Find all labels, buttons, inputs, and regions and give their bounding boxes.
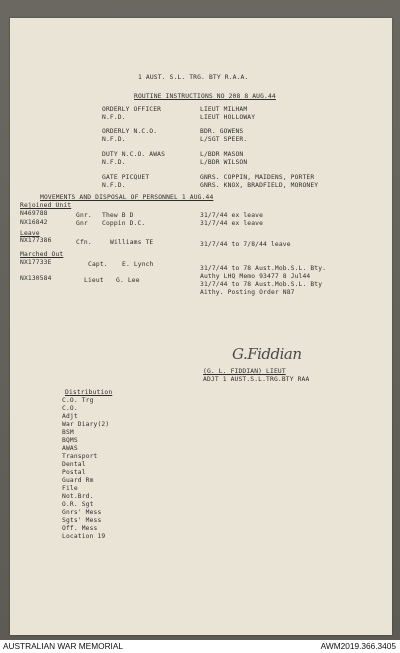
handwritten-signature: G.Fiddian <box>232 345 302 363</box>
marched-out-label: Marched Out <box>20 251 64 258</box>
duty-name: GNRS. COPPIN, MAIDENS, PORTER <box>200 174 315 181</box>
personnel-detail: 31/7/44 ex leave <box>200 220 264 227</box>
personnel-name: G. Lee <box>116 277 140 284</box>
personnel-number: NX17733E <box>20 259 52 266</box>
duty-next: LIEUT HOLLOWAY <box>200 114 256 121</box>
footer-accession-number: AWM2019.366.3405 <box>320 641 396 651</box>
distribution-item: File <box>62 485 78 492</box>
personnel-detail: 31/7/44 to 78 Aust.Mob.S.L. Bty. <box>200 265 327 272</box>
personnel-rank: Cfn. <box>76 239 92 246</box>
distribution-item: Dental <box>62 461 86 468</box>
rejoined-label: Rejoined Unit <box>20 202 72 209</box>
duty-nfd: N.F.D. <box>102 114 126 121</box>
distribution-item: C.O. <box>62 405 78 412</box>
signatory-title: ADJT 1 AUST.S.L.TRG.BTY RAA <box>203 376 310 383</box>
personnel-detail: Authy LHQ Memo 93477 8 Jul44 <box>200 273 311 280</box>
duty-nfd: N.F.D. <box>102 136 126 143</box>
document-page <box>10 18 392 635</box>
distribution-item: BQMS <box>62 437 78 444</box>
document-subheading: ROUTINE INSTRUCTIONS NO 208 8 AUG.44 <box>134 93 276 100</box>
distribution-item: Location 19 <box>62 533 106 540</box>
personnel-name: Thew B D <box>102 212 134 219</box>
personnel-name: E. Lynch <box>122 261 154 268</box>
distribution-item: War Diary(2) <box>62 421 110 428</box>
personnel-detail: Aithy. Posting Order N87 <box>200 289 295 296</box>
distribution-item: Sgts' Mess <box>62 517 102 524</box>
personnel-name: Coppin D.C. <box>102 220 146 227</box>
personnel-detail: 31/7/44 to 7/8/44 leave <box>200 241 291 248</box>
distribution-label: Distribution <box>65 389 113 396</box>
leave-label: Leave <box>20 230 40 237</box>
duty-name: BDR. GOWENS <box>200 128 244 135</box>
personnel-number: NX16842 <box>20 219 48 226</box>
distribution-item: Off. Mess <box>62 525 98 532</box>
personnel-detail: 31/7/44 to 78 Aust.Mob.S.L. Bty <box>200 281 323 288</box>
document-heading: 1 AUST. S.L. TRG. BTY R.A.A. <box>138 74 249 81</box>
distribution-item: Transport <box>62 453 98 460</box>
personnel-number: NX130584 <box>20 275 52 282</box>
personnel-rank: Gnr <box>76 220 88 227</box>
archive-footer <box>0 640 400 653</box>
personnel-rank: Gnr. <box>76 212 92 219</box>
duty-nfd: N.F.D. <box>102 159 126 166</box>
personnel-number: NX177386 <box>20 237 52 244</box>
footer-institution: AUSTRALIAN WAR MEMORIAL <box>3 641 124 651</box>
personnel-detail: 31/7/44 ex leave <box>200 212 264 219</box>
distribution-item: C.O. Trg <box>62 397 94 404</box>
personnel-rank: Capt. <box>88 261 108 268</box>
duty-next: L/BDR WILSON <box>200 159 248 166</box>
distribution-item: O.R. Sgt <box>62 501 94 508</box>
movements-heading: MOVEMENTS AND DISPOSAL OF PERSONNEL 1 AUG.44 <box>40 194 214 201</box>
duty-role: DUTY N.C.O. AWAS <box>102 151 166 158</box>
signatory-name: (G. L. FIDDIAN) LIEUT <box>203 368 286 375</box>
distribution-item: AWAS <box>62 445 78 452</box>
distribution-item: Postal <box>62 469 86 476</box>
duty-nfd: N.F.D. <box>102 182 126 189</box>
personnel-name: Williams TE <box>110 239 154 246</box>
personnel-number: N469788 <box>20 210 48 217</box>
distribution-item: Not.Brd. <box>62 493 94 500</box>
distribution-item: Adjt <box>62 413 78 420</box>
distribution-item: Guard Rm <box>62 477 94 484</box>
distribution-item: Gnrs' Mess <box>62 509 102 516</box>
duty-next: L/SGT SPEER. <box>200 136 248 143</box>
duty-role: GATE PICQUET <box>102 174 150 181</box>
personnel-rank: Lieut <box>84 277 104 284</box>
duty-name: L/BDR MASON <box>200 151 244 158</box>
duty-role: ORDERLY OFFICER <box>102 106 162 113</box>
duty-next: GNRS. KNOX, BRADFIELD, MORONEY <box>200 182 319 189</box>
duty-name: LIEUT MILHAM <box>200 106 248 113</box>
distribution-item: BSM <box>62 429 74 436</box>
duty-role: ORDERLY N.C.O. <box>102 128 158 135</box>
